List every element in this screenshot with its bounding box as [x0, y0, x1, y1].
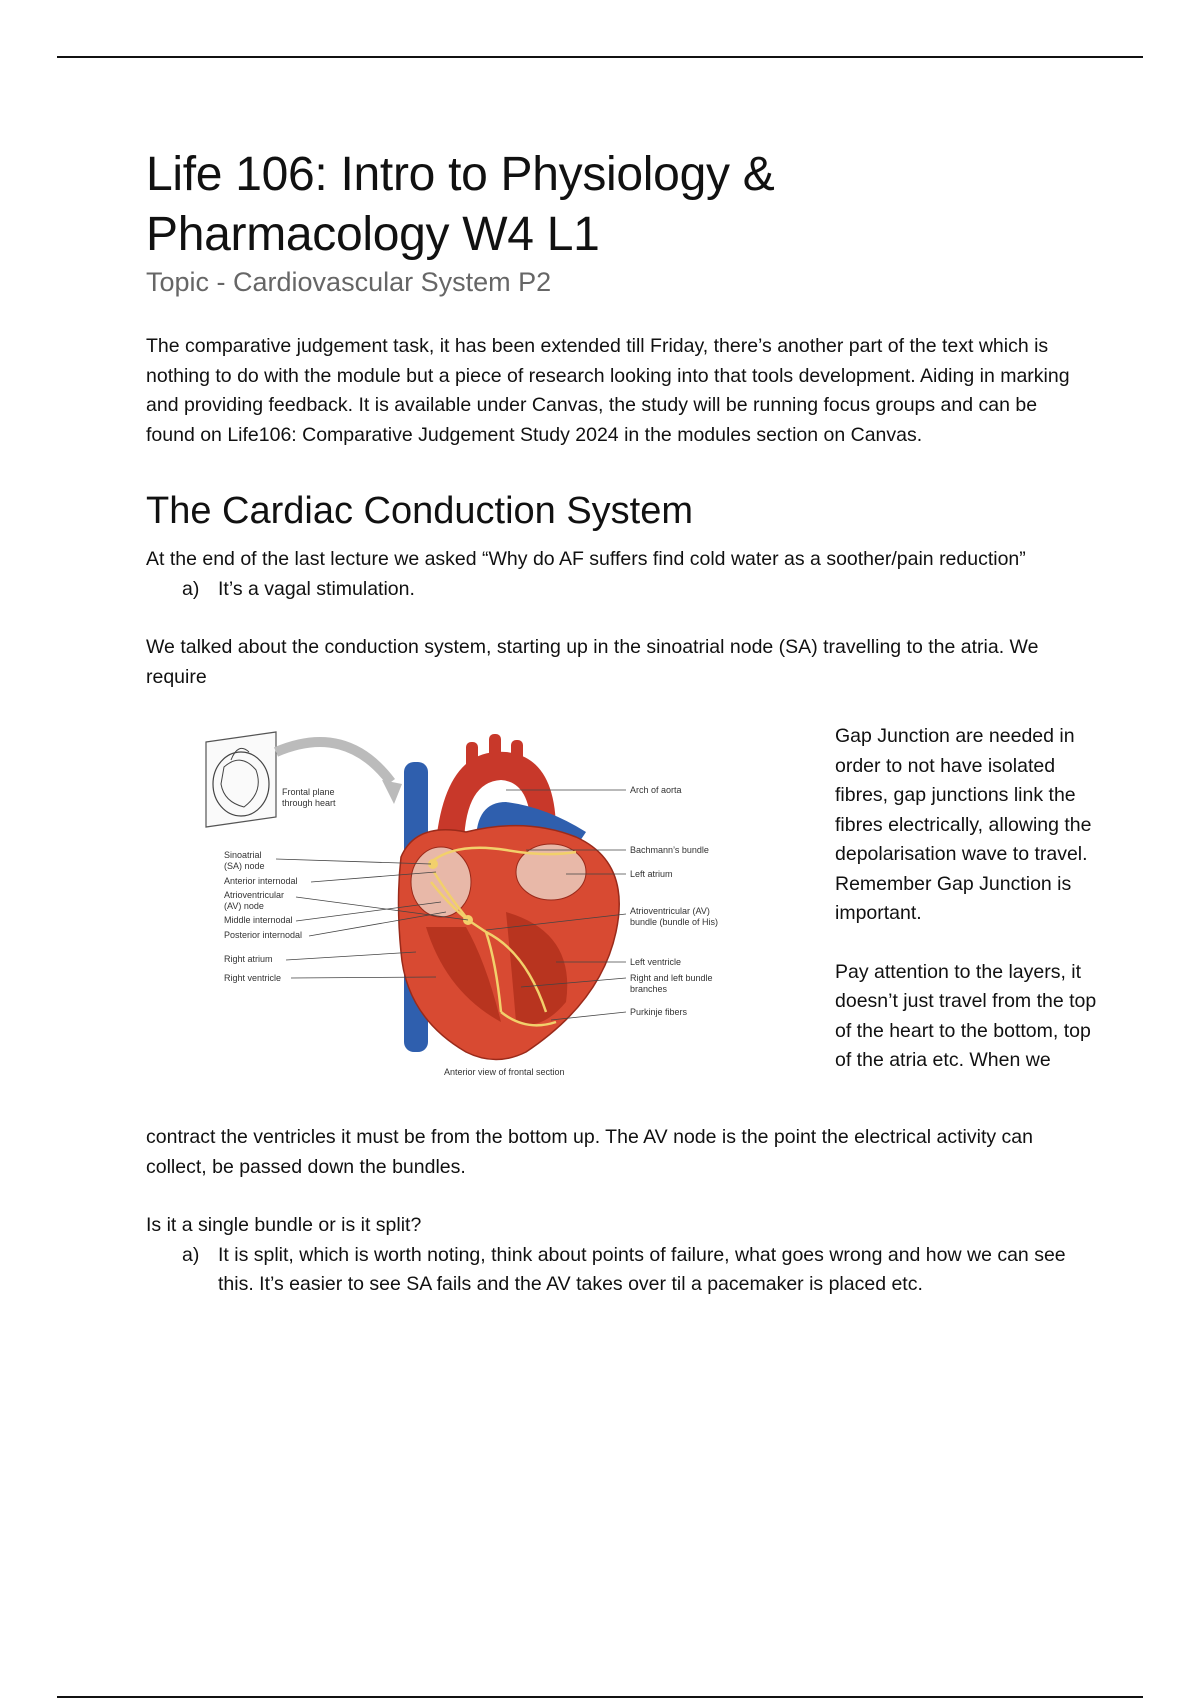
label-bundle-of-his: bundle (bundle of His): [630, 917, 719, 927]
label-arch-of-aorta: Arch of aorta: [630, 785, 682, 795]
document-content: [146, 145, 1097, 1300]
question-paragraph: At the end of the last lecture we asked “Why do AF suffers find cold water as a soother/pain reduction”: [146, 548, 1026, 570]
label-purkinje-fibers: Purkinje fibers: [630, 1007, 688, 1017]
gap-junction-paragraph: Gap Junction are needed in order to not have isolated fibres, gap junctions link the fibres electrically, allowing the depolarisation wave to travel. Remember Gap Junction is important.: [835, 725, 1092, 924]
answer-list-2: [146, 1241, 1091, 1300]
label-right-atrium: Right atrium: [224, 954, 273, 964]
list-item-text: It’s a vagal stimulation.: [218, 577, 415, 600]
frontal-plane-inset: [206, 732, 276, 827]
continuation-paragraph: contract the ventricles it must be from the bottom up. The AV node is the point the electrical activity can collect, be passed down the bundles.: [146, 1126, 1033, 1178]
conduction-paragraph: We talked about the conduction system, starting up in the sinoatrial node (SA) travelling to the atria. We require: [146, 636, 1039, 688]
label-branches: branches: [630, 984, 668, 994]
label-sinoatrial: Sinoatrial: [224, 850, 262, 860]
list-marker: a): [182, 1243, 200, 1266]
inset-label-1: Frontal plane: [282, 787, 335, 797]
intro-paragraph: The comparative judgement task, it has been extended till Friday, there’s another part of the text which is nothing to do with the module but a piece of research looking into that tools development. Aiding in marking and providing feedback. It is available under Canvas, the study will be running focus groups and can be found on Life106: Comparative Judgement Study 2024 in the modules section on Canvas.: [146, 335, 1070, 446]
list-marker: a): [182, 577, 200, 600]
title-line-2: Pharmacology W4 L1: [146, 208, 600, 261]
layers-paragraph: Pay attention to the layers, it doesn’t just travel from the top of the heart to the bottom, top of the atria etc. When we: [835, 960, 1097, 1071]
label-bachmanns-bundle: Bachmann’s bundle: [630, 845, 709, 855]
title-line-1: Life 106: Intro to Physiology &: [146, 148, 775, 201]
bottom-rule: [57, 1696, 1143, 1698]
arrow-head: [382, 780, 402, 804]
label-bundle-branches: Right and left bundle: [630, 973, 713, 983]
question-2-paragraph: Is it a single bundle or is it split?: [146, 1214, 422, 1236]
list-item-text: It is split, which is worth noting, think about points of failure, what goes wrong and how we can see this. It’s easier to see SA fails and the AV takes over til a pacemaker is placed etc.: [218, 1243, 1066, 1295]
label-left-ventricle: Left ventricle: [630, 957, 682, 967]
label-middle-internodal: Middle internodal: [224, 915, 293, 925]
label-left-atrium: Left atrium: [630, 869, 673, 879]
top-rule: [57, 56, 1143, 58]
section-heading: The Cardiac Conduction System: [146, 490, 694, 532]
answer-list-1: [146, 575, 1091, 605]
inset-label-2: through heart: [282, 798, 336, 808]
label-posterior-internodal: Posterior internodal: [224, 930, 303, 940]
list-item: [146, 575, 1091, 605]
label-anterior-internodal: Anterior internodal: [224, 876, 298, 886]
page-title: [146, 145, 1091, 265]
heart-conduction-diagram: [146, 722, 801, 1117]
side-text: [835, 722, 1100, 1076]
page-subtitle: Topic - Cardiovascular System P2: [146, 267, 552, 297]
label-av-bundle: Atrioventricular (AV): [630, 906, 710, 916]
figure-row: [146, 722, 1097, 1132]
diagram-caption: Anterior view of frontal section: [444, 1067, 565, 1077]
list-item: [146, 1241, 1091, 1300]
label-right-ventricle: Right ventricle: [224, 973, 282, 983]
label-av-node: (AV) node: [224, 901, 264, 911]
label-sa-node: (SA) node: [224, 861, 265, 871]
inset-arrow: [276, 742, 391, 782]
label-atrioventricular: Atrioventricular: [224, 890, 285, 900]
